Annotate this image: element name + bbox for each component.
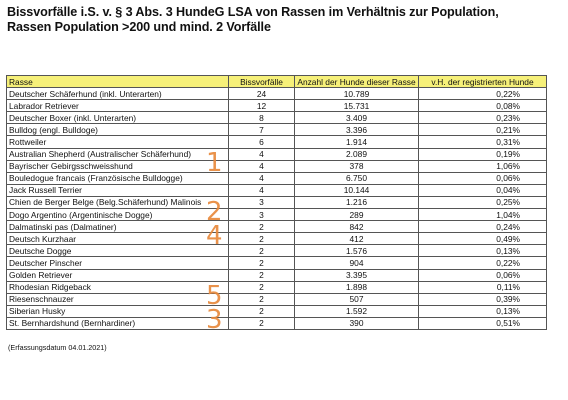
table-body xyxy=(7,88,547,330)
cell-vh: 0,23% xyxy=(419,112,547,124)
cell-bissvorfaelle: 2 xyxy=(229,317,295,329)
cell-rasse: Dogo Argentino (Argentinische Dogge) xyxy=(7,209,229,221)
cell-vh: 0,21% xyxy=(419,124,547,136)
cell-vh: 0,25% xyxy=(419,196,547,208)
cell-rasse: Rhodesian Ridgeback xyxy=(7,281,229,293)
table-row xyxy=(7,305,547,317)
cell-bissvorfaelle: 4 xyxy=(229,160,295,172)
cell-rasse: Deutscher Boxer (inkl. Unterarten) xyxy=(7,112,229,124)
cell-vh: 0,06% xyxy=(419,269,547,281)
cell-rasse: Bouledogue francais (Französische Bulldogge) xyxy=(7,172,229,184)
handwritten-number-mark: 1 xyxy=(206,148,223,179)
table-row xyxy=(7,281,547,293)
cell-rasse: Riesenschnauzer xyxy=(7,293,229,305)
cell-anzahl: 10.144 xyxy=(295,184,419,196)
cell-anzahl: 289 xyxy=(295,209,419,221)
cell-rasse: Australian Shepherd (Australischer Schäferhund) xyxy=(7,148,229,160)
cell-anzahl: 842 xyxy=(295,221,419,233)
table-row xyxy=(7,136,547,148)
cell-vh: 0,49% xyxy=(419,233,547,245)
cell-bissvorfaelle: 12 xyxy=(229,100,295,112)
handwritten-number-mark: 3 xyxy=(206,305,223,336)
cell-anzahl: 2.089 xyxy=(295,148,419,160)
table-row xyxy=(7,269,547,281)
cell-anzahl: 507 xyxy=(295,293,419,305)
header-bissvorfaelle: Bissvorfälle xyxy=(229,76,295,88)
table-row xyxy=(7,160,547,172)
cell-bissvorfaelle: 2 xyxy=(229,245,295,257)
cell-anzahl: 1.914 xyxy=(295,136,419,148)
cell-anzahl: 3.396 xyxy=(295,124,419,136)
bite-incidents-table xyxy=(6,75,547,330)
cell-bissvorfaelle: 4 xyxy=(229,172,295,184)
handwritten-number-mark: 5 xyxy=(206,281,223,312)
cell-rasse: St. Bernhardshund (Bernhardiner) xyxy=(7,317,229,329)
table-row xyxy=(7,88,547,100)
header-anzahl: Anzahl der Hunde dieser Rasse xyxy=(295,76,419,88)
document-title xyxy=(7,5,499,35)
table-row xyxy=(7,257,547,269)
footnote: (Erfassungsdatum 04.01.2021) xyxy=(8,343,107,352)
cell-anzahl: 390 xyxy=(295,317,419,329)
cell-rasse: Rottweiler xyxy=(7,136,229,148)
table-row xyxy=(7,317,547,329)
cell-anzahl: 3.395 xyxy=(295,269,419,281)
cell-anzahl: 1.216 xyxy=(295,196,419,208)
cell-vh: 0,04% xyxy=(419,184,547,196)
table-row xyxy=(7,245,547,257)
cell-bissvorfaelle: 24 xyxy=(229,88,295,100)
cell-anzahl: 1.576 xyxy=(295,245,419,257)
cell-vh: 0,13% xyxy=(419,245,547,257)
cell-rasse: Jack Russell Terrier xyxy=(7,184,229,196)
table-row xyxy=(7,148,547,160)
cell-rasse: Dalmatinski pas (Dalmatiner) xyxy=(7,221,229,233)
cell-bissvorfaelle: 3 xyxy=(229,209,295,221)
cell-anzahl: 1.592 xyxy=(295,305,419,317)
handwritten-number-mark: 4 xyxy=(206,220,223,251)
cell-bissvorfaelle: 7 xyxy=(229,124,295,136)
table-row xyxy=(7,172,547,184)
cell-vh: 0,22% xyxy=(419,88,547,100)
table-row xyxy=(7,196,547,208)
table-header-row xyxy=(7,76,547,88)
cell-rasse: Golden Retriever xyxy=(7,269,229,281)
cell-vh: 0,51% xyxy=(419,317,547,329)
cell-vh: 0,06% xyxy=(419,172,547,184)
cell-bissvorfaelle: 6 xyxy=(229,136,295,148)
cell-bissvorfaelle: 3 xyxy=(229,196,295,208)
cell-vh: 1,06% xyxy=(419,160,547,172)
cell-rasse: Deutscher Pinscher xyxy=(7,257,229,269)
cell-vh: 0,22% xyxy=(419,257,547,269)
title-line-1: Bissvorfälle i.S. v. § 3 Abs. 3 HundeG LSA von Rassen im Verhältnis zur Population, xyxy=(7,5,499,19)
cell-anzahl: 378 xyxy=(295,160,419,172)
cell-bissvorfaelle: 2 xyxy=(229,281,295,293)
cell-anzahl: 904 xyxy=(295,257,419,269)
cell-vh: 0,11% xyxy=(419,281,547,293)
cell-vh: 1,04% xyxy=(419,209,547,221)
cell-bissvorfaelle: 2 xyxy=(229,269,295,281)
cell-rasse: Deutsch Kurzhaar xyxy=(7,233,229,245)
cell-anzahl: 412 xyxy=(295,233,419,245)
cell-anzahl: 6.750 xyxy=(295,172,419,184)
cell-vh: 0,39% xyxy=(419,293,547,305)
cell-bissvorfaelle: 2 xyxy=(229,221,295,233)
table-row xyxy=(7,112,547,124)
cell-vh: 0,24% xyxy=(419,221,547,233)
cell-anzahl: 15.731 xyxy=(295,100,419,112)
cell-bissvorfaelle: 2 xyxy=(229,305,295,317)
cell-vh: 0,31% xyxy=(419,136,547,148)
header-vh: v.H. der registrierten Hunde xyxy=(419,76,547,88)
title-line-2: Rassen Population >200 und mind. 2 Vorfälle xyxy=(7,20,271,34)
cell-bissvorfaelle: 2 xyxy=(229,293,295,305)
cell-vh: 0,19% xyxy=(419,148,547,160)
cell-rasse: Deutscher Schäferhund (inkl. Unterarten) xyxy=(7,88,229,100)
cell-rasse: Deutsche Dogge xyxy=(7,245,229,257)
table-row xyxy=(7,184,547,196)
cell-rasse: Chien de Berger Belge (Belg.Schäferhund) Malinois xyxy=(7,196,229,208)
table-row xyxy=(7,124,547,136)
cell-vh: 0,08% xyxy=(419,100,547,112)
cell-anzahl: 10.789 xyxy=(295,88,419,100)
cell-bissvorfaelle: 4 xyxy=(229,148,295,160)
cell-anzahl: 1.898 xyxy=(295,281,419,293)
cell-bissvorfaelle: 4 xyxy=(229,184,295,196)
table-row xyxy=(7,233,547,245)
handwritten-number-mark: 2 xyxy=(206,196,223,227)
cell-rasse: Bulldog (engl. Bulldoge) xyxy=(7,124,229,136)
cell-rasse: Siberian Husky xyxy=(7,305,229,317)
cell-rasse: Labrador Retriever xyxy=(7,100,229,112)
cell-bissvorfaelle: 8 xyxy=(229,112,295,124)
table-row xyxy=(7,100,547,112)
table-row xyxy=(7,221,547,233)
cell-bissvorfaelle: 2 xyxy=(229,233,295,245)
header-rasse: Rasse xyxy=(7,76,229,88)
table-row xyxy=(7,209,547,221)
cell-vh: 0,13% xyxy=(419,305,547,317)
table-row xyxy=(7,293,547,305)
cell-rasse: Bayrischer Gebirgsschweisshund xyxy=(7,160,229,172)
cell-anzahl: 3.409 xyxy=(295,112,419,124)
cell-bissvorfaelle: 2 xyxy=(229,257,295,269)
